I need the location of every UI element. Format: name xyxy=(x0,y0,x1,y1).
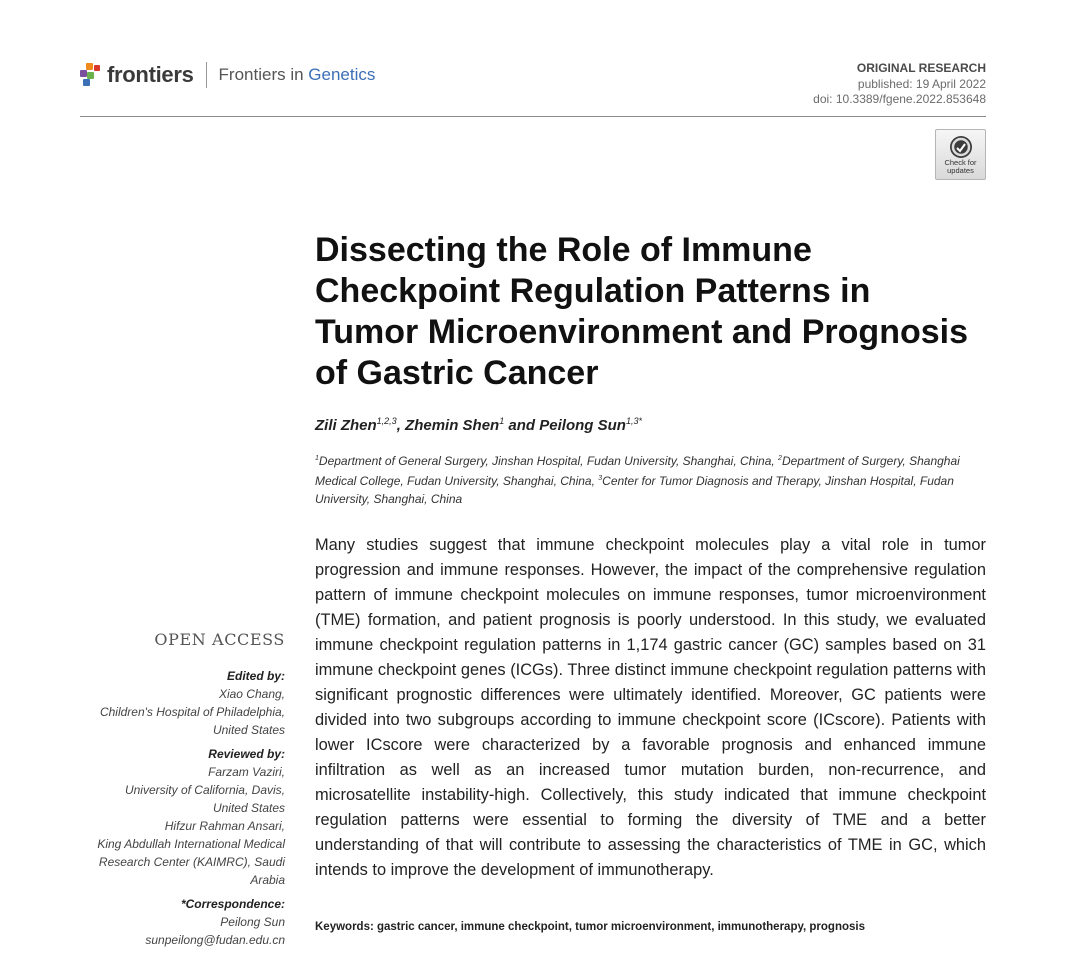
journal-name[interactable] xyxy=(219,65,376,85)
reviewer-line: Research Center (KAIMRC), Saudi xyxy=(98,855,285,869)
check-updates-label-1: Check for xyxy=(944,158,977,167)
affiliation-sup: 2 xyxy=(778,455,782,462)
correspondence-label: *Correspondence: xyxy=(180,897,285,911)
logo-text: frontiers xyxy=(107,62,194,87)
article-sidebar xyxy=(80,630,285,949)
author-name[interactable]: Zili Zhen xyxy=(315,417,377,434)
editor-country: United States xyxy=(212,723,285,737)
affiliations xyxy=(315,450,987,508)
check-updates-label-2: updates xyxy=(947,166,974,175)
author-list xyxy=(315,416,642,434)
open-access-label: OPEN ACCESS xyxy=(154,630,285,649)
check-updates-icon xyxy=(949,135,973,159)
article-type: ORIGINAL RESEARCH xyxy=(856,61,986,75)
reviewed-by-label: Reviewed by: xyxy=(208,747,285,761)
author-name[interactable]: Zhemin Shen xyxy=(405,417,500,434)
check-for-updates-button[interactable] xyxy=(935,129,986,180)
keywords: Keywords: gastric cancer, immune checkpoint, tumor microenvironment, immunotherapy, prognosis xyxy=(315,921,865,933)
editor-affiliation: Children's Hospital of Philadelphia, xyxy=(99,705,285,719)
correspondence-name: Peilong Sun xyxy=(220,915,285,929)
article-meta xyxy=(813,61,986,108)
affiliation-sup: 3 xyxy=(598,475,603,482)
affiliation-text: Center for Tumor Diagnosis and Therapy, Jinshan Hospital, Fudan University, Shanghai, China xyxy=(315,474,954,506)
journal-prefix: Frontiers in xyxy=(218,65,309,84)
logo-divider xyxy=(206,62,207,88)
reviewer-line: Hifzur Rahman Ansari, xyxy=(164,819,285,833)
abstract-text: Many studies suggest that immune checkpoint molecules play a vital role in tumor progression and immune responses. However, the impact of the comprehensive regulation pattern of immune checkpoint molecules on immune responses, tumor microenvironment (TME) formation, and patient prognosis is poorly understood. In this study, we evaluated immune checkpoint regulation patterns in 1,174 gastric cancer (GC) samples based on 31 immune checkpoint genes (ICGs). Three distinct immune checkpoint regulation patterns with significant prognostic differences were ultimately identified. Moreover, GC patients were divided into two subgroups according to immune checkpoint score (ICscore). Patients with lower ICscore were characterized by a favorable prognosis and enhanced immune infiltration as well as an increased tumor mutation burden, non-recurrence, and microsatellite instability-high. Collectively, this study indicated that immune checkpoint regulation patterns were essential to forming the diversity of TME and a better understanding of that will contribute to assessing the characteristics of TME in GC, which intends to improve the development of immunotherapy. xyxy=(315,536,986,879)
reviewer-line: King Abdullah International Medical xyxy=(97,837,285,851)
reviewer-line: Farzam Vaziri, xyxy=(208,765,285,779)
frontiers-logo[interactable] xyxy=(80,62,375,88)
doi[interactable]: doi: 10.3389/fgene.2022.853648 xyxy=(813,92,986,106)
edited-by-label: Edited by: xyxy=(226,669,285,683)
reviewer-line: United States xyxy=(212,801,285,815)
journal-title: Genetics xyxy=(308,65,376,84)
author-separator: and xyxy=(504,417,540,434)
frontiers-logo-icon xyxy=(80,63,102,87)
published-date: published: 19 April 2022 xyxy=(857,76,986,91)
page-header xyxy=(80,58,986,116)
author-name[interactable]: Peilong Sun xyxy=(539,417,626,434)
article-title: Dissecting the Role of Immune Checkpoint Regulation Patterns in Tumor Microenvironment and Prognosis of Gastric Cancer xyxy=(315,231,968,392)
author-sup: 1,2,3 xyxy=(376,416,397,426)
reviewer-line: University of California, Davis, xyxy=(124,783,285,797)
editor-name: Xiao Chang, xyxy=(218,687,285,701)
author-sup: 1,3* xyxy=(625,416,642,426)
author-separator: , xyxy=(396,417,406,434)
affiliation-sup: 1 xyxy=(315,455,319,462)
header-rule xyxy=(80,116,986,117)
affiliation-text: Department of Surgery, Shanghai Medical College, Fudan University, Shanghai, China, xyxy=(315,454,960,488)
author-sup: 1 xyxy=(499,416,505,426)
correspondence-email[interactable]: sunpeilong@fudan.edu.cn xyxy=(145,933,285,947)
affiliation-text: Department of General Surgery, Jinshan Hospital, Fudan University, Shanghai, China, xyxy=(318,454,779,468)
reviewer-line: Arabia xyxy=(250,873,285,887)
